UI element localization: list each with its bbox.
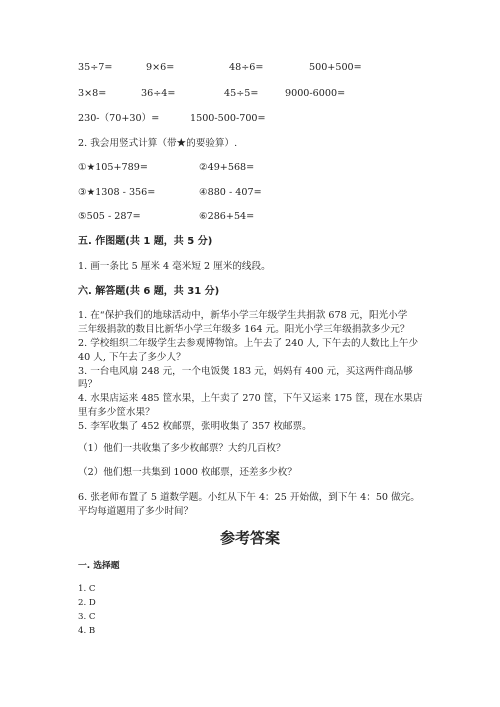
vertical-item-2: ②49+568= [199, 162, 255, 173]
calc-48-div-6: 48÷6= [229, 62, 264, 73]
section-6-line: 4. 水果店运来 485 筐水果，上午卖了 270 筐，下午又运来 175 筐，现在水果店 [78, 393, 423, 404]
calc-3-times-8: 3×8= [78, 88, 107, 99]
vertical-item-3: ③★1308 - 356= [78, 187, 156, 198]
section-6-line: 三年级捐款的数目比新华小学三年级多 164 元。阳光小学三年级捐款多少元？ [78, 324, 410, 335]
answer-item: 4. B [78, 626, 96, 636]
calc-500-plus-500: 500+500= [309, 62, 362, 73]
calc-36-div-4: 36÷4= [141, 88, 176, 99]
section-5-heading: 五. 作图题(共 1 题，共 5 分) [78, 236, 213, 247]
calc-9-times-6: 9×6= [146, 62, 175, 73]
calc-1500-minus: 1500-500-700= [190, 113, 266, 124]
answer-item: 2. D [78, 598, 96, 608]
section-6-line: 40 人, 下午去了多少人？ [78, 352, 186, 363]
sub-question-2: （2）他们想一共集到 1000 枚邮票，还差多少枚？ [78, 467, 297, 478]
section-5-question-1: 1. 画一条比 5 厘米 4 毫米短 2 厘米的线段。 [78, 261, 271, 272]
answer-item: 1. C [78, 584, 96, 594]
vertical-item-6: ⑥286+54= [199, 211, 255, 222]
vertical-item-1: ①★105+789= [78, 162, 148, 173]
vertical-calc-instruction: 2. 我会用竖式计算（带★的要验算）. [78, 138, 238, 149]
section-6-heading: 六. 解答题(共 6 题，共 31 分) [78, 286, 220, 297]
section-6-line: 5. 李军收集了 452 枚邮票，张明收集了 357 枚邮票。 [78, 421, 312, 432]
calc-45-div-5: 45÷5= [224, 88, 259, 99]
calc-230-minus-group: 230-（70+30）= [78, 113, 160, 124]
sub-question-1: （1）他们一共收集了多少枚邮票？大约几百枚？ [78, 443, 286, 454]
section-6-line: 吗？ [78, 379, 98, 390]
answers-title: 参考答案 [219, 529, 280, 547]
answers-section-heading: 一. 选择题 [78, 561, 120, 571]
calc-35-div-7: 35÷7= [78, 62, 113, 73]
section-6-line: 3. 一台电风扇 248 元，一个电饭煲 183 元，妈妈有 400 元，买这两件商品够 [78, 366, 413, 377]
answer-item: 3. C [78, 612, 96, 622]
vertical-item-4: ④880 - 407= [199, 187, 262, 198]
calc-9000-minus-6000: 9000-6000= [285, 88, 346, 99]
section-6-line: 里有多少筐水果？ [78, 407, 155, 418]
question-6-line: 6. 张老师布置了 5 道数学题。小红从下午 4：25 开始做，到下午 4：50 做完。 [78, 492, 420, 503]
question-6-line: 平均每道题用了多少时间？ [78, 506, 194, 517]
vertical-item-5: ⑤505 - 287= [78, 211, 141, 222]
section-6-line: 2. 学校组织二年级学生去参观博物馆。上午去了 240 人, 下午去的人数比上午少 [78, 338, 419, 349]
section-6-line: 1. 在“保护我们的地球活动中，新华小学三年级学生共捐款 678 元，阳光小学 [78, 310, 408, 321]
